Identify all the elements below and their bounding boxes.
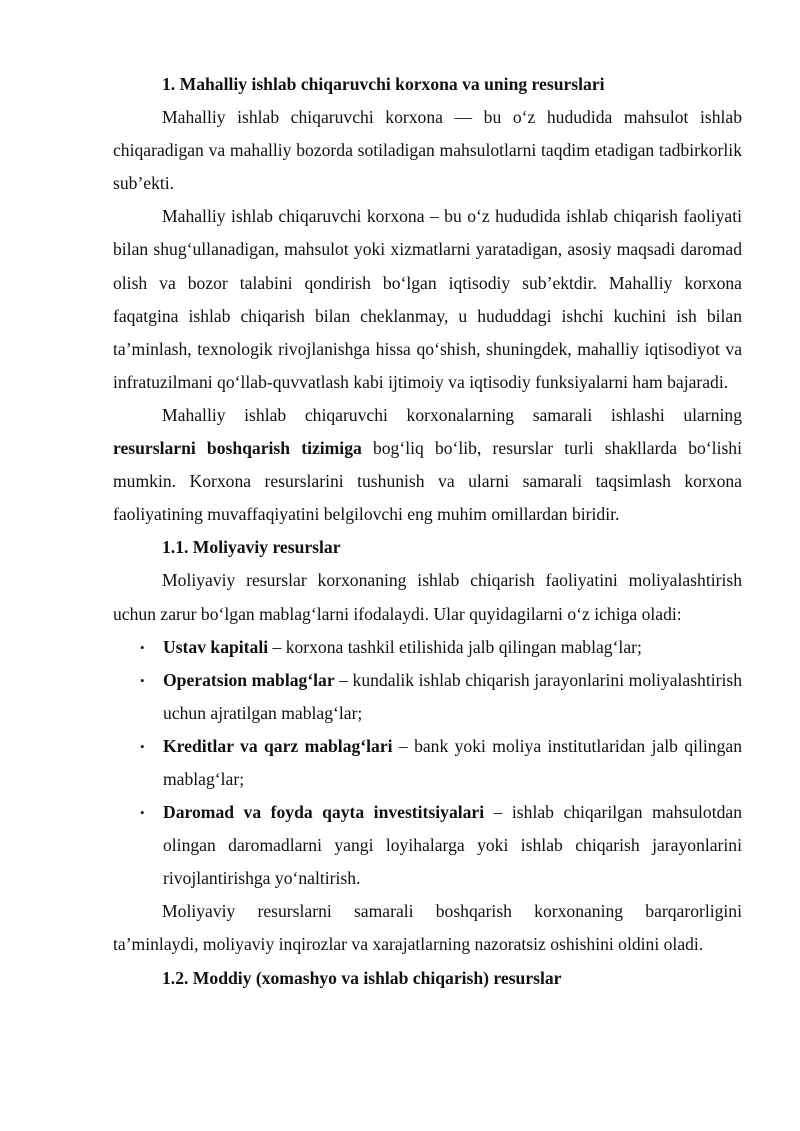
bullet-icon: • — [140, 738, 145, 754]
list-item-term: Kreditlar va qarz mablag‘lari — [163, 735, 393, 756]
list-item-term: Daromad va foyda qayta investitsiyalari — [163, 802, 485, 823]
list-item-desc: – korxona tashkil etilishida jalb qilingan mablag‘lar; — [268, 636, 642, 657]
paragraph — [113, 399, 742, 531]
list-item-desc: – kundalik ishlab chiqarish jarayonlarini moliyalashtirish uchun ajratilgan mablag‘lar; — [163, 669, 743, 723]
list-item — [113, 730, 742, 796]
bold-term: resurslarni boshqarish tizimiga — [113, 438, 362, 459]
bullet-list — [113, 631, 742, 896]
bullet-icon: • — [140, 672, 145, 688]
bullet-icon: • — [140, 639, 145, 655]
paragraph: Mahalliy ishlab chiqaruvchi korxona — bu o‘z hududida mahsulot ishlab chiqaradigan va mahalliy bozorda sotiladigan mahsulotlarni taqdim etadigan tadbirkorlik sub’ekti. — [113, 107, 742, 194]
list-item-desc: – ishlab chiqarilgan mahsulotdan olingan daromadlarni yangi loyihalarga yoki ishlab chiqarish jarayonlarini rivojlantirishga yo‘naltirish. — [163, 802, 742, 889]
subsection-heading: 1.2. Moddiy (xomashyo va ishlab chiqarish) resurslar — [162, 967, 562, 988]
list-item-desc: – bank yoki moliya institutlaridan jalb qilingan mablag‘lar; — [163, 735, 742, 789]
paragraph: Moliyaviy resurslar korxonaning ishlab chiqarish faoliyatini moliyalashtirish uchun zarur bo‘lgan mablag‘larni ifodalaydi. Ular quyidagilarni o‘z ichiga oladi: — [113, 570, 742, 624]
list-item-term: Operatsion mablag‘lar — [163, 669, 335, 690]
list-item — [113, 631, 742, 664]
bullet-icon: • — [140, 805, 145, 821]
list-item — [113, 796, 742, 895]
paragraph-text: Mahalliy ishlab chiqaruvchi korxonalarning samarali ishlashi ularning — [162, 404, 742, 425]
paragraph: Mahalliy ishlab chiqaruvchi korxona – bu o‘z hududida ishlab chiqarish faoliyati bilan shug‘ullanadigan, mahsulot yoki xizmatlarni yaratadigan, asosiy maqsadi daromad olish va bozor talabini qondirish bo‘lgan iqtisodiy sub’ektdir. Mahalliy korxona faqatgina ishlab chiqarish bilan cheklanmay, u hududdagi ishchi kuchini ish bilan ta’minlash, texnologik rivojlanishga hissa qo‘shish, shuningdek, mahalliy iqtisodiyot va infratuzilmani qo‘llab-quvvatlash kabi ijtimoiy va iqtisodiy funksiyalarni ham bajaradi. — [113, 206, 742, 392]
paragraph: Moliyaviy resurslarni samarali boshqarish korxonaning barqarorligini ta’minlaydi, moliyaviy inqirozlar va xarajatlarning nazoratsiz oshishini oldini oladi. — [113, 901, 742, 955]
document-body — [113, 68, 742, 995]
paragraph-text: bog‘liq bo‘lib, resurslar turli shakllarda bo‘lishi mumkin. Korxona resurslarini tushunish va ularni samarali taqsimlash korxona faoliyatining muvaffaqiyatini belgilovchi eng muhim omillardan biridir. — [113, 438, 742, 525]
subsection-heading: 1.1. Moliyaviy resurslar — [162, 537, 341, 558]
list-item — [113, 664, 742, 730]
list-item-term: Ustav kapitali — [163, 636, 269, 657]
section-heading: 1. Mahalliy ishlab chiqaruvchi korxona va uning resurslari — [162, 74, 605, 94]
